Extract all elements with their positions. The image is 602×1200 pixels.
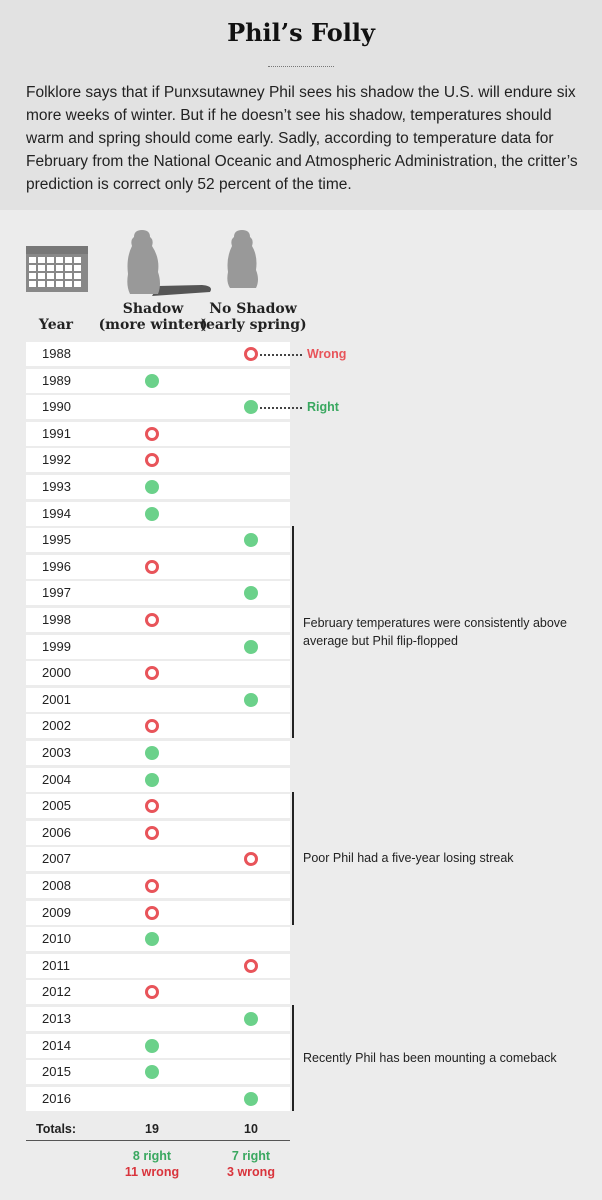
right-dot [244, 1092, 258, 1106]
totals-divider [26, 1140, 290, 1141]
year-label: 1998 [42, 612, 71, 627]
annotation-text: Recently Phil has been mounting a comeback [303, 1050, 557, 1065]
year-label: 2011 [42, 957, 70, 973]
year-label: 2000 [42, 665, 71, 681]
annotation-bracket [292, 1005, 294, 1111]
wrong-dot [145, 826, 159, 840]
shadow-header-line2: (more winter) [98, 317, 208, 333]
right-dot [244, 640, 258, 654]
year-label: 2003 [42, 745, 71, 760]
year-label: 2004 [42, 771, 71, 787]
no-shadow-right-count: 7 right [231, 1149, 271, 1163]
year-label: 2006 [42, 824, 71, 840]
annotation-text: February temperatures were consistently above average but Phil flip-flopped [303, 616, 568, 649]
wrong-dot [244, 347, 258, 361]
wrong-dot [145, 427, 159, 441]
annotation-bracket [292, 792, 294, 924]
year-label: 2013 [42, 1011, 71, 1026]
year-label: 2012 [42, 984, 71, 1000]
year-label: 2015 [42, 1064, 71, 1080]
wrong-dot [145, 879, 159, 893]
year-label: 2005 [42, 798, 71, 814]
legend-right-label: Right [307, 400, 339, 414]
intro-text: Folklore says that if Punxsutawney Phil sees his shadow the U.S. will endure six more weeks of winter. But if he doesn’t see his shadow, temperatures should warm and spring should come early. Sadly, according to temperature data for February from the National Oceanic and Atmospheric Administration, the critter’s prediction is correct only 52 percent of the time. [26, 84, 578, 193]
year-label: 1992 [42, 452, 71, 468]
year-label: 2014 [42, 1037, 71, 1053]
year-label: 1996 [42, 558, 71, 574]
year-label: 1993 [42, 479, 71, 494]
year-label: 2009 [42, 904, 71, 920]
right-dot [145, 1039, 159, 1053]
right-dot [145, 374, 159, 388]
year-label: 1988 [42, 346, 71, 361]
wrong-dot [145, 906, 159, 920]
year-label: 1995 [42, 532, 71, 548]
year-label: 2016 [42, 1090, 71, 1106]
year-label: 2007 [42, 851, 71, 867]
legend-wrong-label: Wrong [307, 347, 347, 361]
year-column-header: Year [38, 317, 74, 333]
shadow-header-line1: Shadow [122, 301, 184, 317]
shadow-wrong-count: 11 wrong [124, 1165, 180, 1179]
year-label: 2001 [42, 691, 71, 707]
shadow-total: 19 [145, 1122, 159, 1136]
shadow-right-count: 8 right [132, 1149, 172, 1163]
annotation-text: Poor Phil had a five-year losing streak [303, 851, 514, 866]
year-label: 1999 [42, 638, 71, 654]
right-dot [244, 693, 258, 707]
year-label: 1997 [42, 585, 71, 601]
right-dot [244, 1012, 258, 1026]
right-dot [145, 746, 159, 760]
wrong-dot [145, 613, 159, 627]
year-label: 1989 [42, 372, 71, 388]
year-label: 2002 [42, 718, 71, 734]
page-title: Phil’s Folly [227, 18, 375, 47]
no-shadow-total: 10 [244, 1122, 258, 1136]
right-dot [145, 507, 159, 521]
wrong-dot [145, 560, 159, 574]
year-label: 2010 [42, 931, 71, 947]
wrong-leader-line [260, 354, 302, 356]
no-shadow-wrong-count: 3 wrong [227, 1165, 275, 1179]
year-label: 1991 [42, 425, 71, 441]
right-leader-line [260, 407, 302, 409]
year-label: 2008 [42, 878, 71, 893]
no-shadow-header-line2: (early spring) [199, 317, 307, 333]
annotation-bracket [292, 526, 294, 738]
no-shadow-header-line1: No Shadow [209, 301, 297, 317]
wrong-dot [244, 959, 258, 973]
year-label: 1994 [42, 505, 71, 521]
right-dot [145, 480, 159, 494]
year-label: 1990 [42, 399, 71, 415]
right-dot [145, 773, 159, 787]
totals-label: Totals: [36, 1122, 77, 1136]
